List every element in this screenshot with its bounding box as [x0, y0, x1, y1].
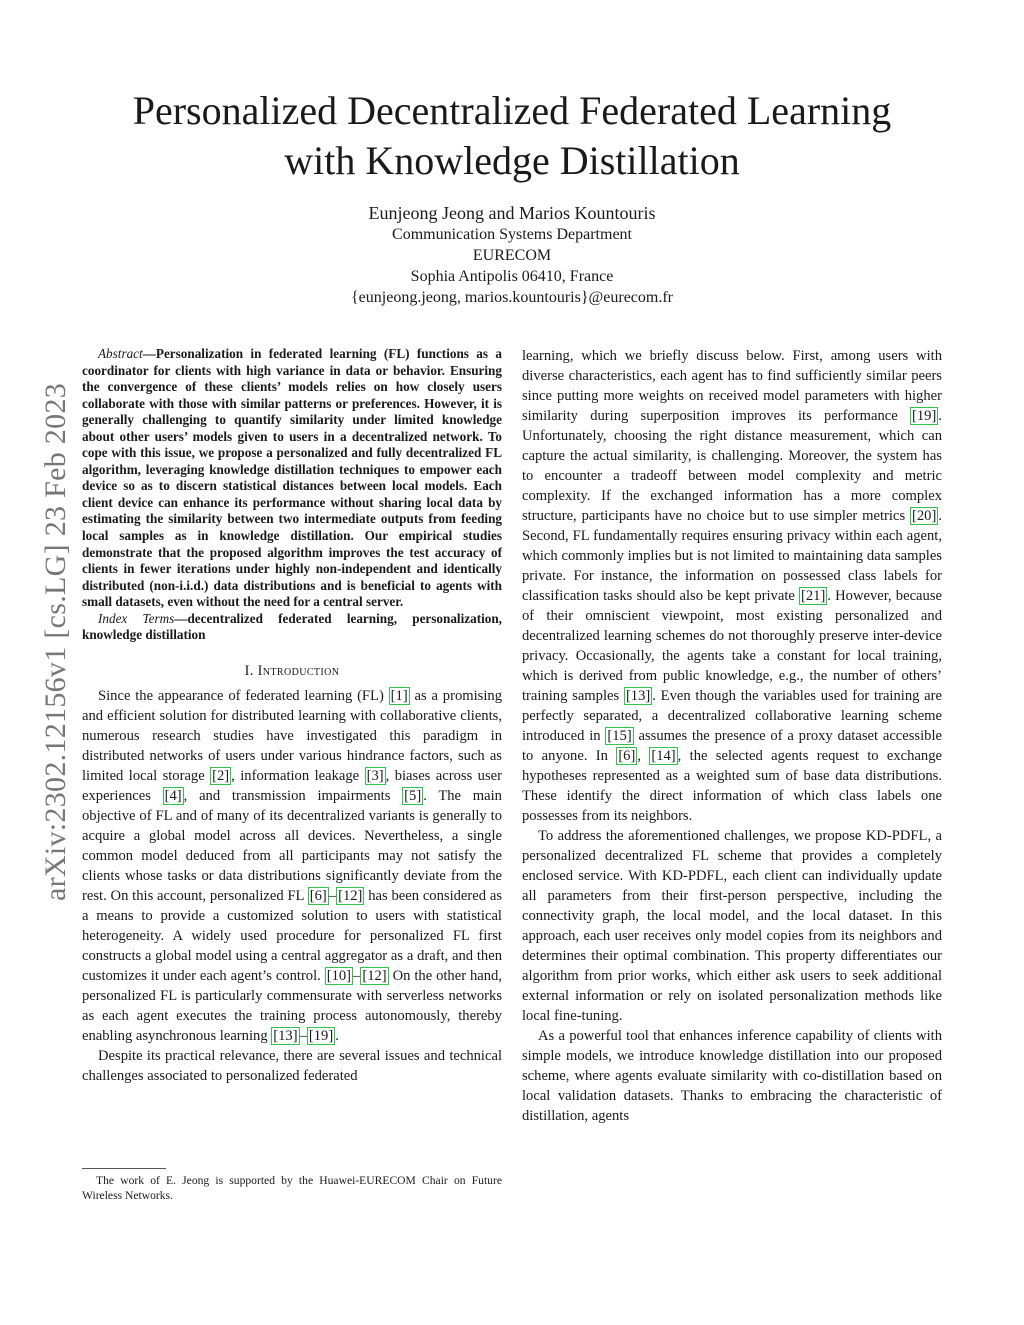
- author-institution: EURECOM: [472, 247, 552, 264]
- citation-link[interactable]: [19]: [308, 1027, 334, 1044]
- title-line-2: with Knowledge Distillation: [284, 138, 740, 183]
- abstract-text: —Personalization in federated learning (FL) functions as a coordinator for clients with high variance in data or behavior. Ensuring the convergence of these clients’ models relies on how closely users collaborate with those with similar patterns or preferences. However, it is generally challenging to quantify similarity under limited knowledge about other users’ models given to users in a decentralized network. To cope with this issue, we propose a personalized and fully decentralized FL algorithm, leveraging knowledge distillation techniques to empower each device so as to discern statistical distances between local models. Each client device can enhance its performance without sharing local data by estimating the similarity between two intermediate outputs from feeding local samples as in knowledge distillation. Our empirical studies demonstrate that the proposed algorithm improves the test accuracy of clients in fewer iterations under highly non-independent and identically distributed (non-i.i.d.) data distributions and is beneficial to agents with small datasets, even without the need for a central server.: [82, 346, 502, 610]
- citation-link[interactable]: [21]: [801, 588, 826, 604]
- author-location: Sophia Antipolis 06410, France: [410, 268, 614, 285]
- footnote-divider: [82, 1168, 166, 1169]
- index-terms: [82, 611, 502, 644]
- citation-link[interactable]: [20]: [912, 508, 937, 524]
- footnote: The work of E. Jeong is supported by the Huawei-EURECOM Chair on Future Wireless Networks.: [82, 1174, 502, 1202]
- paper-title: [100, 86, 924, 186]
- citation-link[interactable]: [6]: [309, 887, 327, 904]
- right-paragraph-3: As a powerful tool that enhances inference capability of clients with simple models, we introduce knowledge distillation into our proposed scheme, where agents evaluate similarity with co-distillation based on local validation datasets. Thanks to embracing the characteristic of distillation, agents: [522, 1028, 942, 1124]
- index-terms-label: Index Terms: [98, 610, 175, 626]
- author-block: [200, 202, 824, 308]
- citation-link[interactable]: [5]: [404, 787, 422, 804]
- right-paragraph-1: learning, which we briefly discuss below. First, among users with diverse characteristics, each agent has to find sufficiently similar peers since putting more weights on received model parameters with higher similarity during superposition improves its performance [19] . Unfortunately, choosing the right distance measurement, which can capture the actual similarity, is challenging. Moreover, the system has to encounter a tradeoff between model complexity and metric complexity. If the exchanged information has a more complex structure, participants have no choice but to use simpler metrics [20] . Second, FL fundamentally requires ensuring privacy within each agent, which commonly implies but is not limited to maintaining data samples private. For instance, the information on possessed class labels for classification tasks should also be kept private [21] . However, because of their omniscient viewpoint, most existing personalized and decentralized learning schemes do not thoroughly preserve inter-device privacy. Occasionally, the agents take a constant for local training, which is derived from public knowledge, e.g., the number of others’ training samples [13] . Even though the variables used for training are perfectly separated, a decentralized collaborative learning scheme introduced in [15] assumes the presence of a proxy dataset accessible to anyone. In [6] , [14] , the selected agents request to exchange hypotheses represented as a weighted sum of base data distributions. These identify the direct information of which class labels one possesses from its neighbors.: [522, 348, 942, 824]
- title-line-1: Personalized Decentralized Federated Learning: [132, 88, 892, 133]
- abstract-label: Abstract: [98, 346, 143, 361]
- citation-link[interactable]: [19]: [912, 408, 937, 424]
- citation-link[interactable]: [12]: [362, 967, 387, 984]
- citation-link[interactable]: [1]: [390, 687, 408, 704]
- intro-paragraph-2: Despite its practical relevance, there are several issues and technical challenges associated to personalized federated: [82, 1047, 502, 1084]
- citation-link[interactable]: [12]: [338, 887, 363, 904]
- right-paragraph-2: To address the aforementioned challenges, we propose KD-PDFL, a personalized decentralized FL scheme that provides a completely enclosed service. With KD-PDFL, each client can individually update all parameters from their first-person perspective, including the connectivity graph, the local model, and the local dataset. In this approach, each user receives only model copies from its neighbors and determines their optimal combination. This property differentiates our algorithm from prior works, which either ask users to seek additional external information or rely on isolated personalization methods like local fine-tuning.: [522, 828, 942, 1024]
- right-column: [522, 346, 942, 1126]
- author-names: Eunjeong Jeong and Marios Kountouris: [368, 203, 656, 223]
- author-email: {eunjeong.jeong, marios.kountouris}@eurecom.fr: [350, 289, 673, 306]
- arxiv-identifier: arXiv:2302.12156v1 [cs.LG] 23 Feb 2023: [39, 382, 72, 902]
- citation-link[interactable]: [4]: [164, 787, 182, 804]
- citation-link[interactable]: [15]: [607, 728, 632, 744]
- section-heading-introduction: I. Introduction: [244, 662, 340, 679]
- citation-link[interactable]: [6]: [618, 748, 636, 764]
- citation-link[interactable]: [13]: [625, 688, 651, 704]
- index-terms-text: —decentralized federated learning, personalization, knowledge distillation: [82, 610, 502, 643]
- abstract: [82, 346, 502, 611]
- citation-link[interactable]: [2]: [212, 767, 230, 784]
- intro-paragraph-1: Since the appearance of federated learning (FL) [1] as a promising and efficient solution for distributed learning with collaborative clients, numerous research studies have investigated this paradigm in distributed networks of users under various hindrance factors, such as limited local storage [2] , information leakage [3] , biases across user experiences [4] , and transmission impairments [5] . The main objective of FL and of many of its decentralized variants is generally to acquire a global model across all devices. Nevertheless, a single common model deduced from all participants may not satisfy the clients whose tasks or data distributions significantly deviate from the rest. On this account, personalized FL [6] – [12] has been considered as a means to provide a customized solution to users with statistical heterogeneity. A widely used procedure for personalized FL first constructs a global model using a central aggregator as a draft, and then customizes it under each agent’s control. [10] – [12] On the other hand, personalized FL is particularly commensurate with serverless networks as each agent executes the training process autonomously, thereby enabling asynchronous learning [13] – [19] .: [82, 687, 503, 1044]
- citation-link[interactable]: [14]: [651, 748, 676, 764]
- left-column: [82, 346, 502, 1086]
- citation-link[interactable]: [3]: [366, 767, 384, 784]
- citation-link[interactable]: [10]: [326, 967, 352, 984]
- author-department: Communication Systems Department: [392, 226, 632, 243]
- citation-link[interactable]: [13]: [273, 1027, 298, 1044]
